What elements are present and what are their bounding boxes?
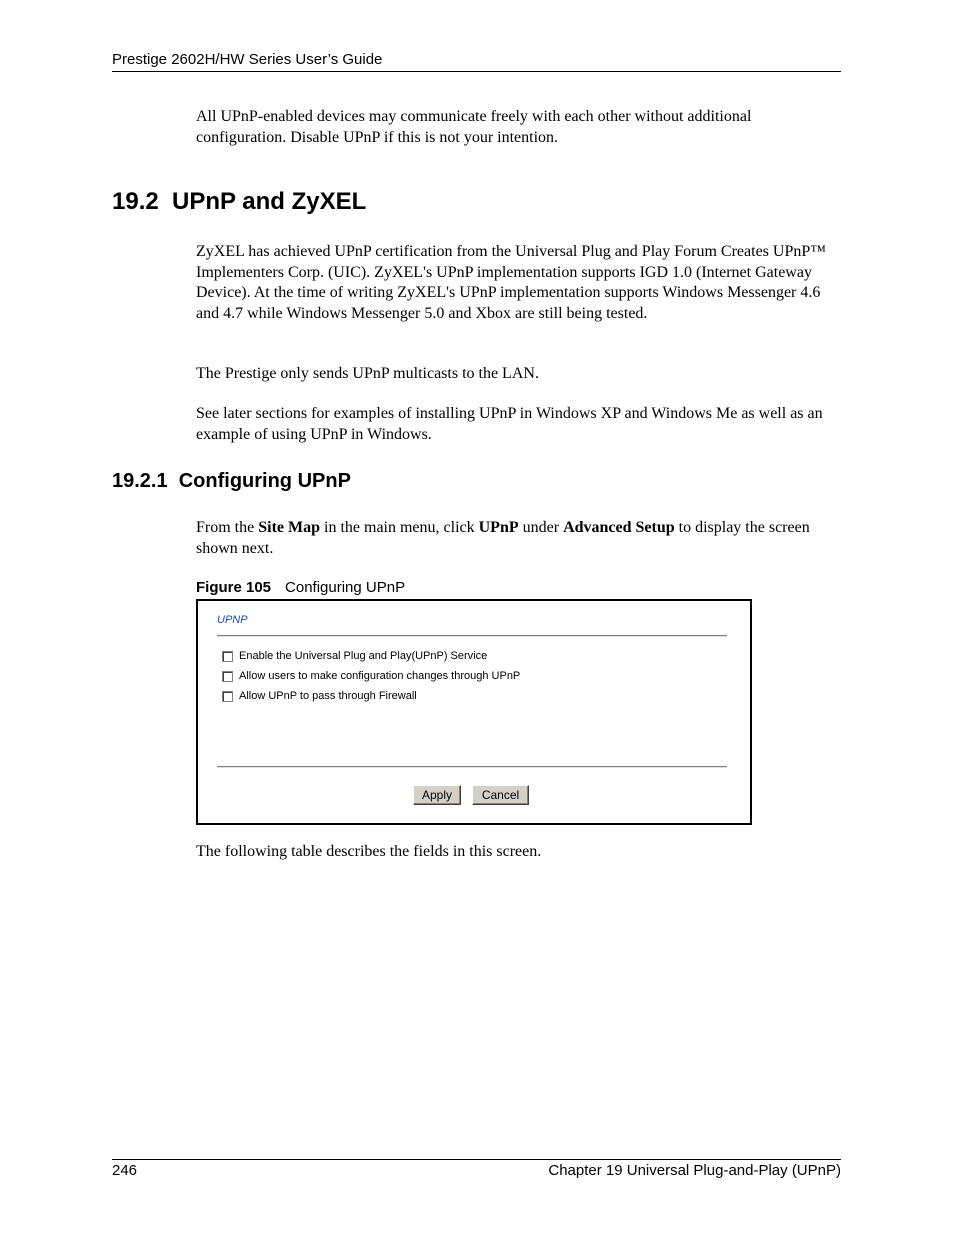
section-paragraph-3: See later sections for examples of installing UPnP in Windows XP and Windows Me as well as an example of using UPnP in Windows. xyxy=(196,405,823,443)
after-figure-paragraph: The following table describes the fields in this screen. xyxy=(196,843,542,860)
button-divider xyxy=(217,766,727,768)
text-run: From the xyxy=(196,519,259,536)
intro-paragraph: All UPnP-enabled devices may communicate freely with each other without additional configuration. Disable UPnP if this is not your intention. xyxy=(196,108,752,146)
option-pass-through-firewall[interactable] xyxy=(222,689,417,703)
option-label: Allow users to make configuration changes through UPnP xyxy=(239,670,521,682)
option-enable-upnp[interactable] xyxy=(222,649,487,663)
figure-number: Figure 105 xyxy=(196,579,272,596)
running-header: Prestige 2602H/HW Series User’s Guide xyxy=(112,51,383,68)
figure-caption xyxy=(196,579,405,596)
apply-button[interactable]: Apply xyxy=(413,785,461,805)
chapter-footer: Chapter 19 Universal Plug-and-Play (UPnP) xyxy=(548,1162,841,1179)
option-allow-config-changes[interactable] xyxy=(222,669,520,683)
enable-upnp-checkbox[interactable] xyxy=(222,651,233,662)
cancel-button[interactable]: Cancel xyxy=(472,785,529,805)
option-label: Allow UPnP to pass through Firewall xyxy=(239,690,417,702)
pass-through-firewall-checkbox[interactable] xyxy=(222,691,233,702)
subsection-paragraph xyxy=(196,518,841,559)
allow-config-changes-checkbox[interactable] xyxy=(222,671,233,682)
text-run: to display the screen shown next. xyxy=(196,519,810,557)
screen-title: UPNP xyxy=(217,614,248,626)
footer-rule xyxy=(112,1159,841,1160)
site-map-term: Site Map xyxy=(258,519,320,536)
option-label: Enable the Universal Plug and Play(UPnP) Service xyxy=(239,650,488,662)
text-run: in the main menu, click xyxy=(320,519,479,536)
subsection-heading: 19.2.1 Configuring UPnP xyxy=(112,470,351,492)
section-paragraph-2: The Prestige only sends UPnP multicasts to the LAN. xyxy=(196,365,539,382)
upnp-term: UPnP xyxy=(478,519,519,536)
section-heading: 19.2 UPnP and ZyXEL xyxy=(112,188,367,215)
figure-title: Configuring UPnP xyxy=(285,579,406,596)
header-rule xyxy=(112,71,841,72)
title-divider xyxy=(217,635,727,637)
section-paragraph-1: ZyXEL has achieved UPnP certification from the Universal Plug and Play Forum Creates UPnP™ Implementers Corp. (UIC). ZyXEL's UPnP implementation supports IGD 1.0 (Internet Gateway Device). At the time of writing ZyXEL's UPnP implementation supports Windows Messenger 4.6 and 4.7 while Windows Messenger 5.0 and Xbox are still being tested. xyxy=(196,243,826,322)
text-run: under xyxy=(518,519,564,536)
upnp-config-screen xyxy=(196,599,752,825)
page-number: 246 xyxy=(112,1162,138,1179)
advanced-setup-term: Advanced Setup xyxy=(563,519,675,536)
